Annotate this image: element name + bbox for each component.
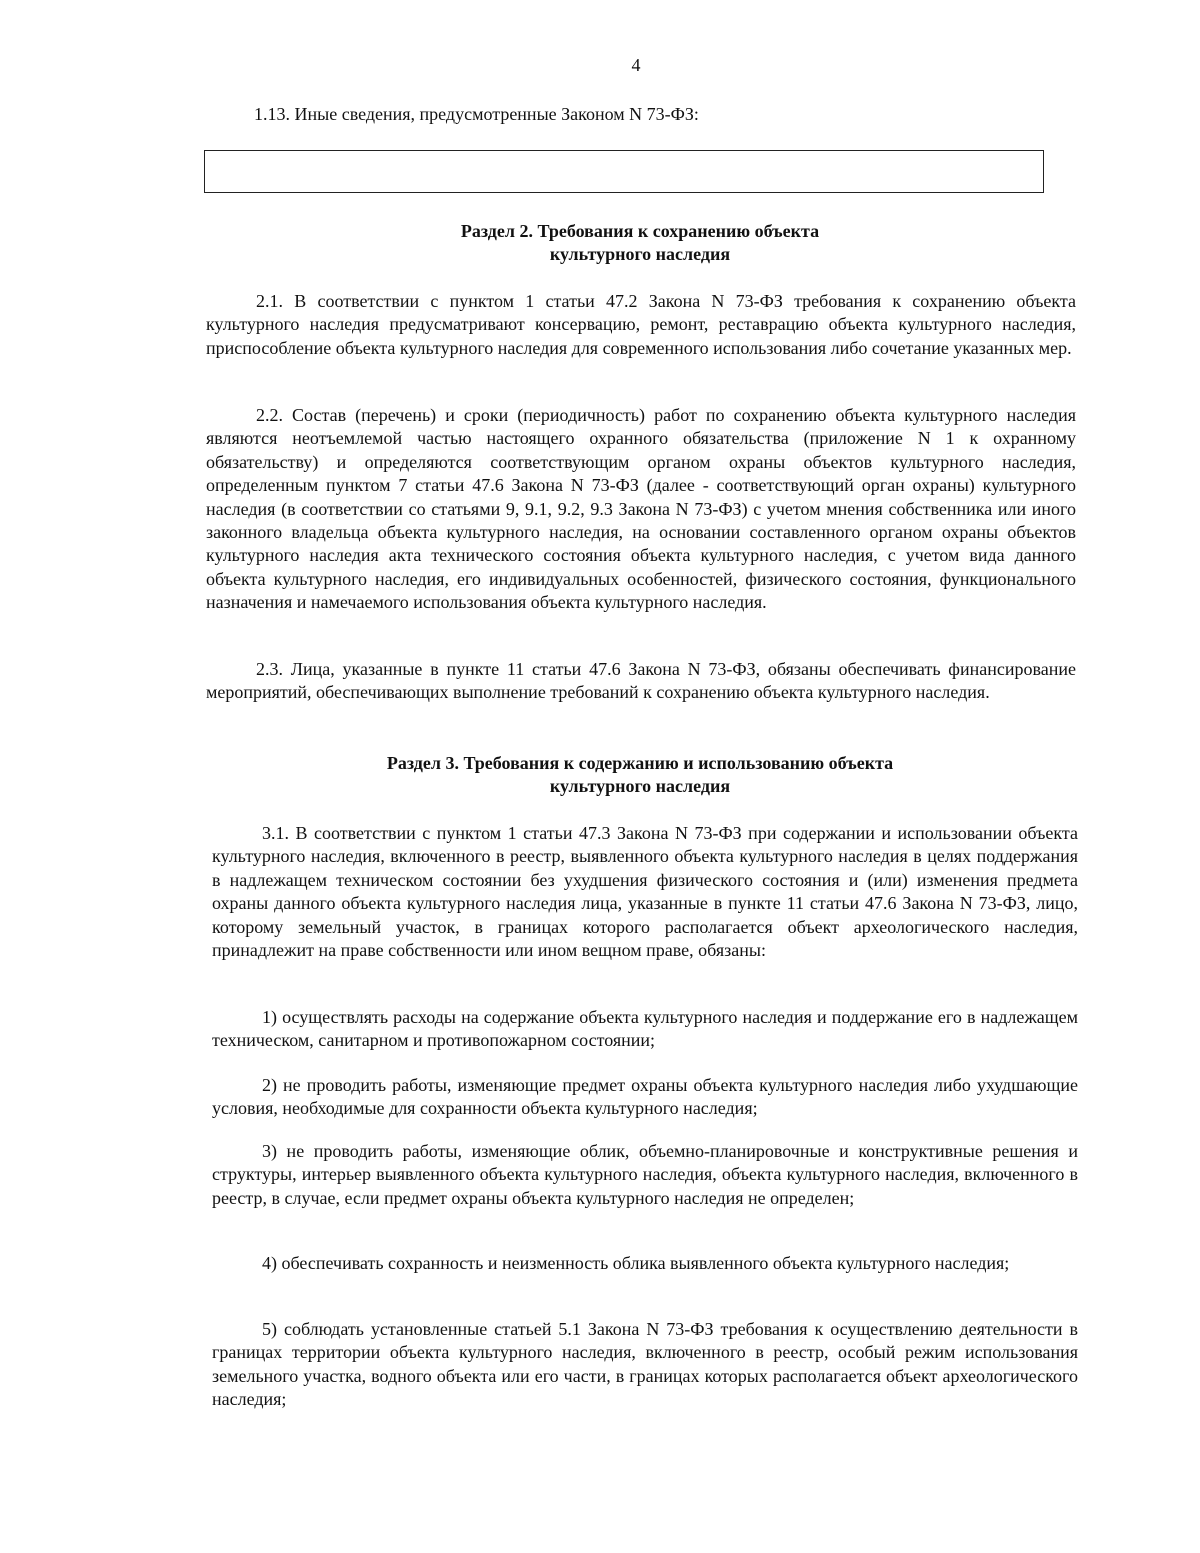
list-item-4: 4) обеспечивать сохранность и неизменность облика выявленного объекта культурного наследия; (262, 1253, 1010, 1273)
list-item-2: 2) не проводить работы, изменяющие предмет охраны объекта культурного наследия либо ухудшающие условия, необходимые для сохранности объекта культурного наследия; (212, 1075, 1078, 1119)
section-3-heading (300, 752, 980, 798)
paragraph-2-3: 2.3. Лица, указанные в пункте 11 статьи 47.6 Закона N 73-ФЗ, обязаны обеспечивать финансирование мероприятий, обеспечивающих выполнение требований к сохранению объекта культурного наследия. (206, 659, 1076, 703)
item-1-13-label: 1.13. Иные сведения, предусмотренные Законом N 73-ФЗ: (254, 104, 699, 124)
box-top-edge (235, 150, 1043, 151)
page-number: 4 (631, 55, 641, 75)
other-info-box (204, 150, 1044, 193)
list-item-3: 3) не проводить работы, изменяющие облик, объемно-планировочные и конструктивные решения и структуры, интерьер выявленного объекта культурного наследия, объекта культурного наследия, включенного в реестр, в случае, если предмет охраны объекта культурного наследия не определен; (212, 1141, 1078, 1208)
section-3-heading-line1: Раздел 3. Требования к содержанию и использованию объекта (386, 753, 894, 773)
list-item-5: 5) соблюдать установленные статьей 5.1 Закона N 73-ФЗ требования к осуществлению деятельности в границах территории объекта культурного наследия, включенного в реестр, особый режим использования земельного участка, водного объекта или его части, в границах которых располагается объект археологического наследия; (212, 1319, 1078, 1410)
section-3-heading-line2: культурного наследия (549, 776, 731, 796)
paragraph-2-2: 2.2. Состав (перечень) и сроки (периодичность) работ по сохранению объекта культурного наследия являются неотъемлемой частью настоящего охранного обязательства (приложение N 1 к охранному обязательству) и определяются соответствующим органом охраны объектов культурного наследия, определенным пунктом 7 статьи 47.6 Закона N 73-ФЗ (далее - соответствующий орган охраны) культурного наследия (в соответствии со статьями 9, 9.1, 9.2, 9.3 Закона N 73-ФЗ) с учетом мнения собственника или иного законного владельца объекта культурного наследия, на основании составленного органом охраны объектов культурного наследия акта технического состояния объекта культурного наследия, с учетом вида данного объекта культурного наследия, его индивидуальных особенностей, физического состояния, функционального назначения и намечаемого использования объекта культурного наследия. (206, 405, 1076, 613)
section-2-heading (300, 220, 980, 266)
section-2-heading-line2: культурного наследия (549, 244, 731, 264)
list-item-1: 1) осуществлять расходы на содержание объекта культурного наследия и поддержание его в надлежащем техническом, санитарном и противопожарном состоянии; (212, 1007, 1078, 1051)
section-2-heading-line1: Раздел 2. Требования к сохранению объекта (460, 221, 820, 241)
paragraph-2-1: 2.1. В соответствии с пунктом 1 статьи 47.2 Закона N 73-ФЗ требования к сохранению объекта культурного наследия предусматривают консервацию, ремонт, реставрацию объекта культурного наследия, приспособление объекта культурного наследия для современного использования либо сочетание указанных мер. (206, 291, 1076, 358)
box-top-left-edge (205, 150, 235, 151)
paragraph-3-1: 3.1. В соответствии с пунктом 1 статьи 47.3 Закона N 73-ФЗ при содержании и использовании объекта культурного наследия, включенного в реестр, выявленного объекта культурного наследия в целях поддержания в надлежащем техническом состоянии без ухудшения физического состояния и (или) изменения предмета охраны данного объекта культурного наследия лица, указанные в пункте 11 статьи 47.6 Закона N 73-ФЗ, лицо, которому земельный участок, в границах которого располагается объект археологического наследия, принадлежит на праве собственности или ином вещном праве, обязаны: (212, 823, 1078, 961)
